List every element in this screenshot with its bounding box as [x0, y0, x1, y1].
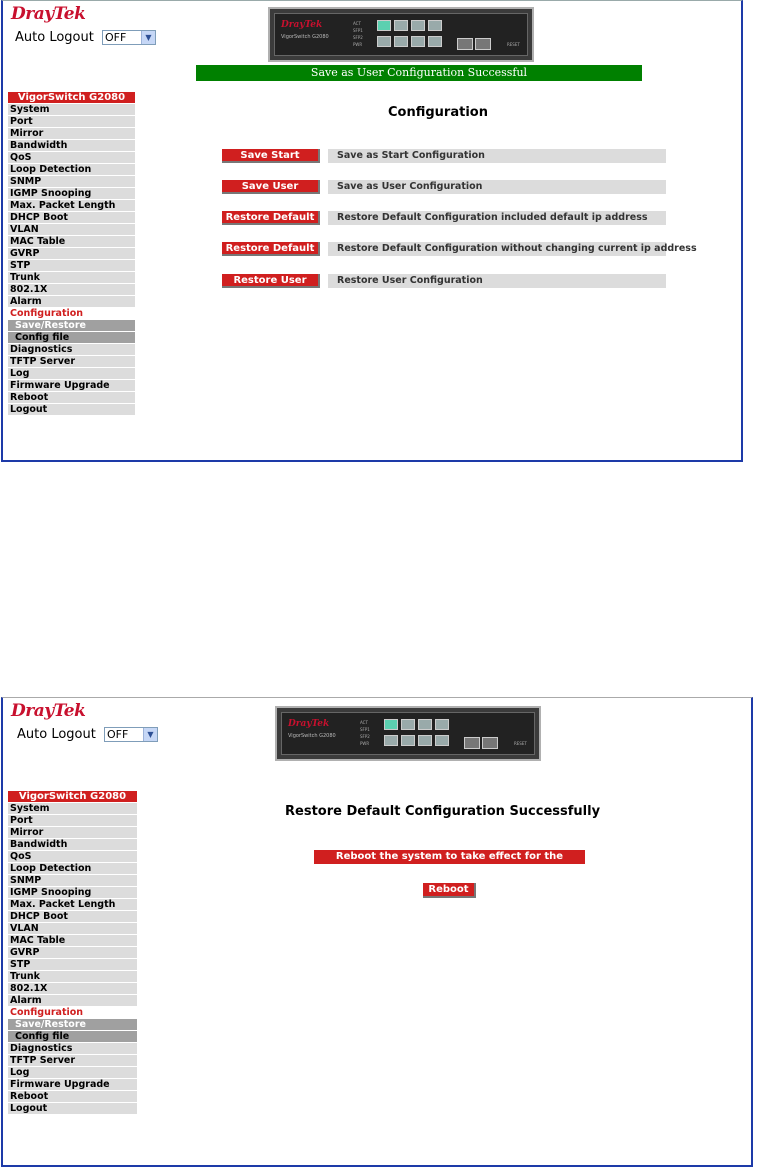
sidebar-item-trunk[interactable]: Trunk [8, 272, 135, 283]
sidebar-item-configuration[interactable]: Configuration [8, 1007, 137, 1018]
sidebar-item-diagnostics[interactable]: Diagnostics [8, 1043, 137, 1054]
port-icon [401, 719, 415, 730]
led-label: PWR [353, 42, 363, 47]
sidebar-item-igmp-snooping[interactable]: IGMP Snooping [8, 887, 137, 898]
port-icon [418, 735, 432, 746]
sidebar-item-configuration[interactable]: Configuration [8, 308, 135, 319]
led-label: ACT [353, 21, 361, 26]
port-icon [401, 735, 415, 746]
sidebar-item-mac-table[interactable]: MAC Table [8, 236, 135, 247]
device-logo: DrayTek [288, 719, 330, 729]
chevron-down-icon[interactable]: ▼ [143, 728, 157, 741]
restore-user-button[interactable]: Restore User [222, 274, 320, 288]
reboot-button[interactable]: Reboot [423, 883, 476, 898]
restore-user-description: Restore User Configuration [328, 274, 666, 288]
sidebar-item-snmp[interactable]: SNMP [8, 176, 135, 187]
port-icon [394, 20, 408, 31]
sidebar-menu [8, 92, 135, 416]
auto-logout [15, 30, 156, 45]
device-model: VigorSwitch G2080 [281, 34, 329, 40]
config-window-2 [1, 697, 753, 1167]
sidebar-item-vlan[interactable]: VLAN [8, 923, 137, 934]
sidebar-item-8021x[interactable]: 802.1X [8, 983, 137, 994]
sfp-port-icon [464, 737, 480, 749]
reset-label: RESET [507, 42, 520, 47]
sfp-port-icon [457, 38, 473, 50]
sidebar-item-firmware-upgrade[interactable]: Firmware Upgrade [8, 1079, 137, 1090]
auto-logout-label: Auto Logout [15, 30, 94, 45]
sidebar-item-reboot[interactable]: Reboot [8, 1091, 137, 1102]
sidebar-item-mirror[interactable]: Mirror [8, 128, 135, 139]
led-label: SFP1 [360, 727, 370, 732]
page-title: Configuration [388, 105, 488, 120]
sfp-port-icon [475, 38, 491, 50]
sidebar-item-max-packet-length[interactable]: Max. Packet Length [8, 200, 135, 211]
restore-default-keep-ip-button[interactable]: Restore Default [222, 242, 320, 256]
sidebar-item-mac-table[interactable]: MAC Table [8, 935, 137, 946]
port-icon [384, 719, 398, 730]
sidebar-header: VigorSwitch G2080 [8, 92, 135, 103]
auto-logout-select[interactable] [104, 727, 158, 742]
sidebar-item-log[interactable]: Log [8, 368, 135, 379]
port-icon [418, 719, 432, 730]
sidebar-item-snmp[interactable]: SNMP [8, 875, 137, 886]
device-model: VigorSwitch G2080 [288, 733, 336, 739]
sidebar-item-stp[interactable]: STP [8, 959, 137, 970]
draytek-logo: DrayTek [11, 4, 86, 24]
sidebar-item-port[interactable]: Port [8, 116, 135, 127]
port-icon [377, 20, 391, 31]
sidebar-item-dhcp-boot[interactable]: DHCP Boot [8, 212, 135, 223]
sidebar-item-igmp-snooping[interactable]: IGMP Snooping [8, 188, 135, 199]
reset-label: RESET [514, 741, 527, 746]
device-logo: DrayTek [281, 20, 323, 30]
restore-default-keep-ip-description: Restore Default Configuration without changing current ip address [328, 242, 666, 256]
reboot-prompt: Reboot the system to take effect for the setting? [314, 850, 585, 864]
auto-logout-value: OFF [106, 728, 129, 741]
sidebar-item-firmware-upgrade[interactable]: Firmware Upgrade [8, 380, 135, 391]
sidebar-item-bandwidth[interactable]: Bandwidth [8, 140, 135, 151]
sidebar-item-qos[interactable]: QoS [8, 152, 135, 163]
led-label: SFP2 [360, 734, 370, 739]
port-icon [411, 36, 425, 47]
sidebar-item-logout[interactable]: Logout [8, 404, 135, 415]
chevron-down-icon[interactable]: ▼ [141, 31, 155, 44]
port-icon [435, 719, 449, 730]
sidebar-item-vlan[interactable]: VLAN [8, 224, 135, 235]
auto-logout-value: OFF [104, 31, 127, 44]
sidebar-header: VigorSwitch G2080 [8, 791, 137, 802]
sidebar-item-8021x[interactable]: 802.1X [8, 284, 135, 295]
led-label: SFP1 [353, 28, 363, 33]
port-icon [384, 735, 398, 746]
port-icon [428, 36, 442, 47]
auto-logout-label: Auto Logout [17, 727, 96, 742]
sidebar-item-log[interactable]: Log [8, 1067, 137, 1078]
success-banner: Save as User Configuration Successful [196, 65, 642, 81]
sidebar-item-diagnostics[interactable]: Diagnostics [8, 344, 135, 355]
sidebar-item-bandwidth[interactable]: Bandwidth [8, 839, 137, 850]
sidebar-item-loop-detection[interactable]: Loop Detection [8, 863, 137, 874]
sidebar-item-max-packet-length[interactable]: Max. Packet Length [8, 899, 137, 910]
switch-device-image [275, 706, 541, 761]
sidebar-item-alarm[interactable]: Alarm [8, 296, 135, 307]
sidebar-item-tftp-server[interactable]: TFTP Server [8, 1055, 137, 1066]
sidebar-item-mirror[interactable]: Mirror [8, 827, 137, 838]
sidebar-item-trunk[interactable]: Trunk [8, 971, 137, 982]
sidebar-subitem-save-restore[interactable]: Save/Restore [8, 320, 135, 331]
port-icon [435, 735, 449, 746]
sidebar-item-gvrp[interactable]: GVRP [8, 947, 137, 958]
port-icon [377, 36, 391, 47]
sfp-port-icon [482, 737, 498, 749]
sidebar-item-system[interactable]: System [8, 104, 135, 115]
sidebar-item-system[interactable]: System [8, 803, 137, 814]
switch-device-image [268, 7, 534, 62]
sidebar-subitem-config-file[interactable]: Config file [8, 332, 135, 343]
restore-default-button[interactable]: Restore Default [222, 211, 320, 225]
sidebar-subitem-config-file[interactable]: Config file [8, 1031, 137, 1042]
draytek-logo: DrayTek [11, 701, 86, 721]
sidebar-item-qos[interactable]: QoS [8, 851, 137, 862]
sidebar-subitem-save-restore[interactable]: Save/Restore [8, 1019, 137, 1030]
sidebar-item-logout[interactable]: Logout [8, 1103, 137, 1114]
sidebar-menu [8, 791, 137, 1115]
page-title: Restore Default Configuration Successfully [285, 804, 601, 819]
save-start-description: Save as Start Configuration [328, 149, 666, 163]
sidebar-item-tftp-server[interactable]: TFTP Server [8, 356, 135, 367]
sidebar-item-stp[interactable]: STP [8, 260, 135, 271]
auto-logout-select[interactable] [102, 30, 156, 45]
led-label: PWR [360, 741, 370, 746]
sidebar-item-dhcp-boot[interactable]: DHCP Boot [8, 911, 137, 922]
config-window-1 [1, 0, 743, 462]
port-icon [394, 36, 408, 47]
save-start-button[interactable]: Save Start [222, 149, 320, 163]
sidebar-item-loop-detection[interactable]: Loop Detection [8, 164, 135, 175]
save-user-description: Save as User Configuration [328, 180, 666, 194]
sidebar-item-reboot[interactable]: Reboot [8, 392, 135, 403]
restore-default-description: Restore Default Configuration included default ip address [328, 211, 666, 225]
sidebar-item-gvrp[interactable]: GVRP [8, 248, 135, 259]
auto-logout [17, 727, 158, 742]
sidebar-item-alarm[interactable]: Alarm [8, 995, 137, 1006]
led-label: SFP2 [353, 35, 363, 40]
save-user-button[interactable]: Save User [222, 180, 320, 194]
port-icon [428, 20, 442, 31]
sidebar-item-port[interactable]: Port [8, 815, 137, 826]
port-icon [411, 20, 425, 31]
led-label: ACT [360, 720, 368, 725]
